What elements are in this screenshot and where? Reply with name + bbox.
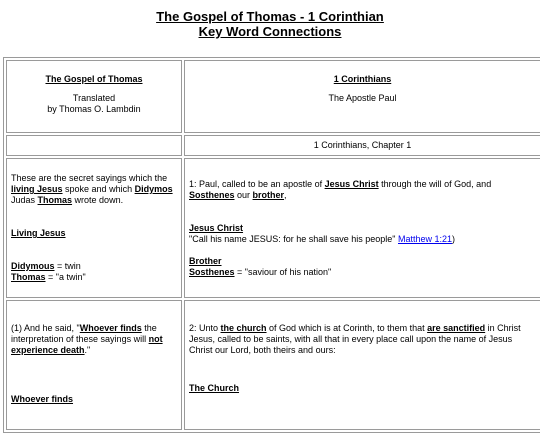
keyword-brother: brother <box>252 190 285 200</box>
verse-2-text: 2: Unto the church of God which is at Corinth, to them that are sanctified in Christ Jesus, called to be saints, with all that in every place call upon the name of Jesus Christ our Lord, both theirs and ours: <box>189 323 521 355</box>
thomas-saying-intro <box>6 158 182 298</box>
header-corinthians-heading: 1 Corinthians <box>333 74 392 84</box>
keyword-not-experience-death: not experience death <box>11 334 163 355</box>
keyword-are-sanctified: are sanctified <box>427 323 486 333</box>
thomas-saying-1 <box>6 300 182 430</box>
comparison-table <box>3 57 540 433</box>
corinthians-verse-2 <box>184 300 540 430</box>
quote-matthew: "Call his name JESUS: for he shall save his people" Matthew 1:21) <box>189 234 456 244</box>
keyword-sosthenes: Sosthenes <box>189 190 235 200</box>
definition-didymous: Didymous = twin <box>11 261 81 271</box>
heading-the-church: The Church <box>189 383 240 393</box>
thomas-intro-text: These are the secret sayings which the living Jesus spoke and which Didymos Judas Thomas wrote down. <box>11 173 173 205</box>
chapter-label: 1 Corinthians, Chapter 1 <box>184 135 540 156</box>
heading-brother: Brother <box>189 256 222 266</box>
definition-sosthenes: Sosthenes = "saviour of his nation" <box>189 267 332 277</box>
page-title <box>0 9 540 39</box>
page-title-line-1: The Gospel of Thomas - 1 Corinthian <box>156 9 384 24</box>
keyword-living-jesus: living Jesus <box>11 184 63 194</box>
definition-thomas: Thomas = "a twin" <box>11 272 86 282</box>
keyword-jesus-christ: Jesus Christ <box>324 179 379 189</box>
heading-living-jesus: Living Jesus <box>11 228 66 238</box>
chapter-row <box>6 135 540 156</box>
keyword-the-church: the church <box>220 323 267 333</box>
header-corinthians-sub1: The Apostle Paul <box>328 93 397 103</box>
heading-jesus-christ: Jesus Christ <box>189 223 244 233</box>
header-thomas <box>6 60 182 133</box>
page-title-line-2: Key Word Connections <box>198 24 342 39</box>
keyword-didymos: Didymos <box>134 184 173 194</box>
header-thomas-sub1: Translated <box>72 93 116 103</box>
verse-row-2 <box>6 300 540 430</box>
keyword-whoever-finds: Whoever finds <box>79 323 142 333</box>
header-row <box>6 60 540 133</box>
chapter-empty-cell <box>6 135 182 156</box>
heading-whoever-finds: Whoever finds <box>11 394 74 404</box>
matthew-1-21-link[interactable]: Matthew 1:21 <box>398 234 453 244</box>
header-thomas-sub2: by Thomas O. Lambdin <box>47 104 141 114</box>
keyword-thomas: Thomas <box>37 195 73 205</box>
thomas-saying-1-text: (1) And he said, "Whoever finds the interpretation of these sayings will not experience death." <box>11 323 163 355</box>
header-thomas-heading: The Gospel of Thomas <box>45 74 143 84</box>
corinthians-verse-1 <box>184 158 540 298</box>
header-corinthians <box>184 60 540 133</box>
verse-1-text: 1: Paul, called to be an apostle of Jesus Christ through the will of God, and Sosthenes our brother, <box>189 179 492 200</box>
verse-row-1 <box>6 158 540 298</box>
